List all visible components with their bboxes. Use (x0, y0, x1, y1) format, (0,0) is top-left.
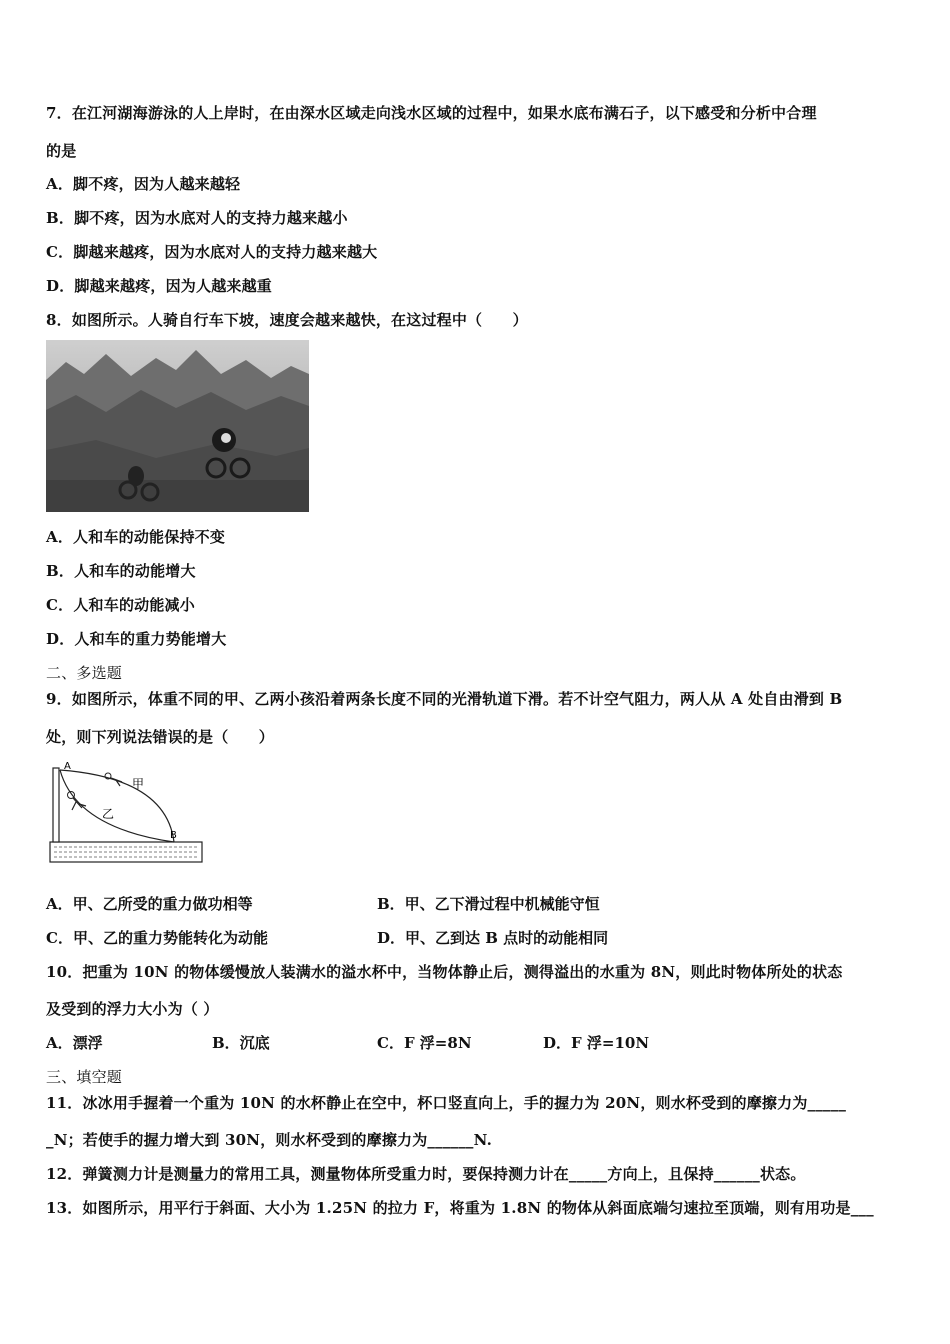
q8-option-d: D．人和车的重力势能增大 (46, 630, 227, 648)
q7-option-c: C．脚越来越疼，因为水底对人的支持力越来越大 (46, 243, 378, 261)
q8-option-c: C．人和车的动能减小 (46, 596, 195, 614)
q7-stem-line1: 7．在江河湖海游泳的人上岸时，在由深水区域走向浅水区域的过程中，如果水底布满石子，以下感受和分析中合理 (46, 104, 817, 122)
q10-stem-line2: 及受到的浮力大小为（ ） (46, 1000, 219, 1018)
q7-option-a: A．脚不疼，因为人越来越轻 (46, 175, 241, 193)
q9-stem-line1: 9．如图所示，体重不同的甲、乙两小孩沿着两条长度不同的光滑轨道下滑。若不计空气阻力，两人从 A 处自由滑到 B (46, 690, 843, 708)
q11-line1: 11．冰冰用手握着一个重为 10N 的水杯静止在空中，杯口竖直向上，手的握力为 20N，则水杯受到的摩擦力为_____ (46, 1094, 847, 1112)
section-multiple-choice-heading: 二、多选题 (46, 664, 123, 682)
cyclist-downhill-photo (46, 340, 309, 512)
q9-option-b: B．甲、乙下滑过程中机械能守恒 (377, 895, 600, 913)
q9-option-c: C．甲、乙的重力势能转化为动能 (46, 929, 268, 947)
diagram-label-b: B (170, 830, 177, 841)
q10-option-a: A．漂浮 (46, 1034, 103, 1052)
diagram-label-a: A (64, 761, 71, 772)
q13-line1: 13．如图所示，用平行于斜面、大小为 1.25N 的拉力 F，将重为 1.8N 的物体从斜面底端匀速拉至顶端，则有用功是___ (46, 1199, 874, 1217)
q11-line2: _N；若使手的握力增大到 30N，则水杯受到的摩擦力为______N. (46, 1131, 492, 1149)
q9-option-a: A．甲、乙所受的重力做功相等 (46, 895, 253, 913)
q12-line1: 12．弹簧测力计是测量力的常用工具，测量物体所受重力时，要保持测力计在_____方向上，且保持______状态。 (46, 1165, 806, 1183)
q10-option-b: B．沉底 (212, 1034, 270, 1052)
diagram-label-yi: 乙 (102, 807, 115, 821)
slide-tracks-diagram (46, 758, 206, 866)
q8-option-b: B．人和车的动能增大 (46, 562, 196, 580)
q9-option-d: D．甲、乙到达 B 点时的动能相同 (377, 929, 609, 947)
q10-stem-line1: 10．把重为 10N 的物体缓慢放人装满水的溢水杯中，当物体静止后，测得溢出的水重为 8N，则此时物体所处的状态 (46, 963, 843, 981)
q10-option-d: D．F 浮=10N (543, 1034, 650, 1052)
q8-stem: 8．如图所示。人骑自行车下坡，速度会越来越快，在这过程中（ ） (46, 311, 528, 329)
q7-option-d: D．脚越来越疼，因为人越来越重 (46, 277, 273, 295)
diagram-label-jia: 甲 (132, 777, 145, 791)
q7-stem-line2: 的是 (46, 142, 77, 160)
section-fill-blank-heading: 三、填空题 (46, 1068, 123, 1086)
q8-option-a: A．人和车的动能保持不变 (46, 528, 226, 546)
q7-option-b: B．脚不疼，因为水底对人的支持力越来越小 (46, 209, 348, 227)
q9-stem-line2: 处，则下列说法错误的是（ ） (46, 728, 275, 746)
q10-option-c: C．F 浮=8N (377, 1034, 472, 1052)
